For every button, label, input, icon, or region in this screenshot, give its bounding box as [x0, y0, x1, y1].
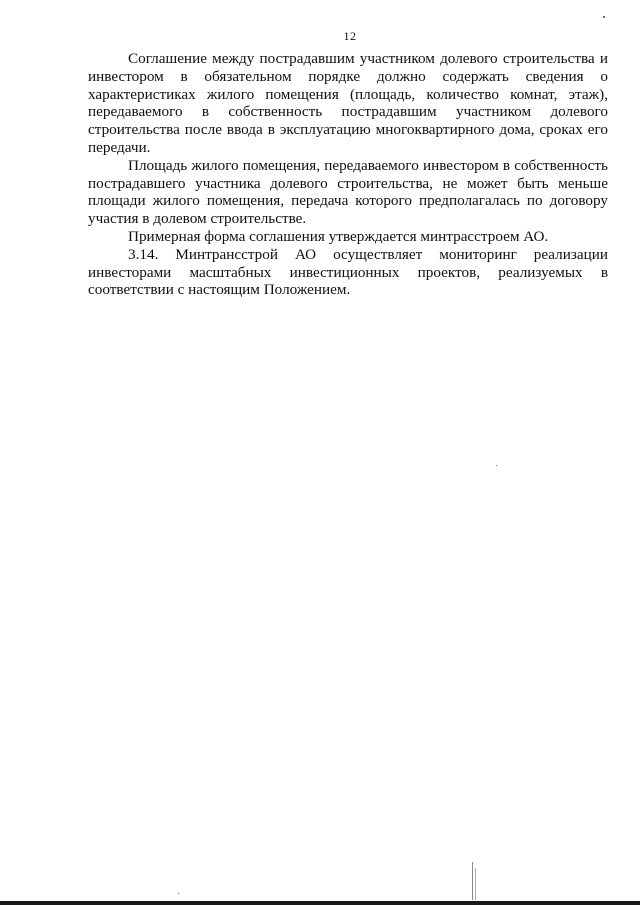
paragraph-form-approval: Примерная форма соглашения утверждается минтрасстроем АО.	[128, 227, 549, 245]
paragraph-agreement-contents: Соглашение между пострадавшим участником долевого строительства и инвестором в обязательном порядке должно содержать сведения о характеристиках жилого помещения (площадь, количество комнат, этаж), передаваемого в собственность пострадавшим участником долевого строительства после ввода в эксплуатацию многоквартирного дома, сроках его передачи.	[88, 50, 608, 156]
scan-speck	[178, 893, 179, 894]
scan-speck	[496, 465, 497, 466]
scan-vertical-mark	[475, 868, 476, 900]
scan-speck	[603, 16, 605, 18]
scan-vertical-mark	[472, 862, 473, 900]
document-body	[88, 50, 608, 299]
page-number: 12	[343, 29, 357, 43]
paragraph-area-requirement: Площадь жилого помещения, передаваемого инвестором в собственность пострадавшего участника долевого строительства, не может быть меньше площади жилого помещения, передача которого предполагалась по договору участия в долевом строительстве.	[88, 156, 608, 228]
paragraph-section-3-14: 3.14. Минтрансстрой АО осуществляет мониторинг реализации инвесторами масштабных инвестиционных проектов, реализуемых в соответствии с настоящим Положением.	[88, 245, 608, 299]
scan-bottom-edge	[0, 901, 640, 905]
